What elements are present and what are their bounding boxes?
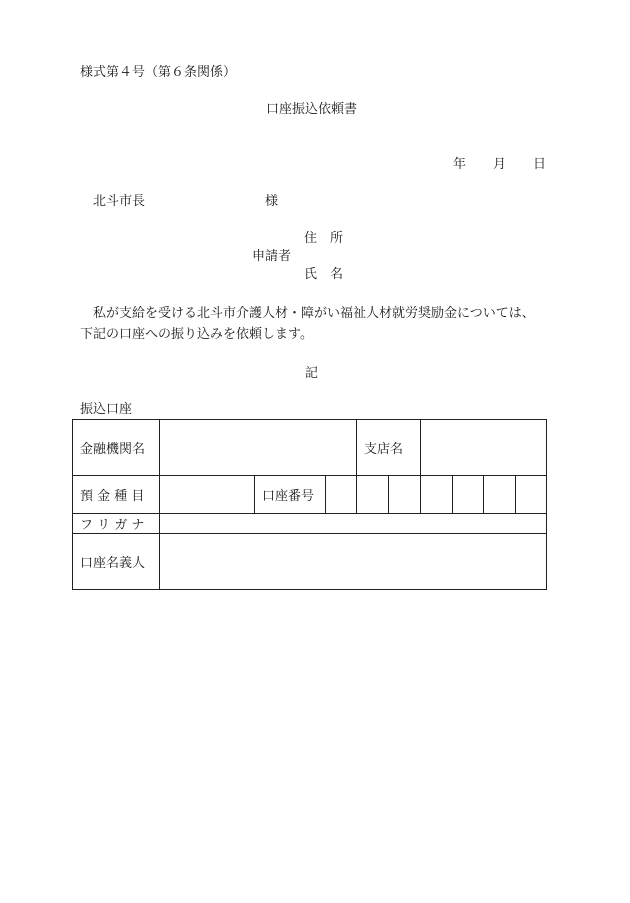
name-label: 氏 名 — [304, 267, 344, 282]
address-label: 住 所 — [304, 231, 344, 246]
deposit-type-field[interactable] — [160, 476, 255, 514]
account-number-digit-4[interactable] — [421, 476, 453, 514]
deposit-row — [73, 476, 547, 514]
account-number-digit-1[interactable] — [326, 476, 357, 514]
account-number-digit-6[interactable] — [484, 476, 516, 514]
body-text-line-2: 下記の口座への振り込みを依頼します。 — [80, 327, 313, 342]
form-number: 様式第４号（第６条関係） — [80, 65, 237, 80]
holder-row — [73, 534, 547, 590]
bank-name-field[interactable] — [160, 420, 357, 476]
applicant-label: 申請者 — [252, 249, 292, 264]
account-number-digit-7[interactable] — [516, 476, 547, 514]
furigana-label: フ リ ガ ナ — [73, 514, 160, 534]
account-number-digit-3[interactable] — [389, 476, 421, 514]
account-section-heading: 振込口座 — [80, 402, 133, 417]
document-title: 口座振込依頼書 — [266, 102, 358, 117]
date-day-label: 日 — [533, 157, 547, 172]
branch-name-field[interactable] — [421, 420, 547, 476]
account-number-digit-5[interactable] — [453, 476, 484, 514]
furigana-field[interactable] — [160, 514, 547, 534]
bank-label: 金融機関名 — [73, 420, 160, 476]
date-year-label: 年 — [453, 157, 467, 172]
date-month-label: 月 — [493, 157, 507, 172]
branch-label: 支店名 — [357, 420, 421, 476]
addressee-honorific: 様 — [265, 194, 279, 209]
deposit-type-label: 預 金 種 目 — [73, 476, 160, 514]
account-table — [72, 419, 547, 590]
bank-row — [73, 420, 547, 476]
addressee-name: 北斗市長 — [93, 194, 146, 209]
furigana-row — [73, 514, 547, 534]
account-holder-field[interactable] — [160, 534, 547, 590]
ki-heading: 記 — [305, 366, 319, 381]
account-holder-label: 口座名義人 — [73, 534, 160, 590]
body-text-line-1: 私が支給を受ける北斗市介護人材・障がい福祉人材就労奨励金については、 — [93, 306, 535, 321]
account-number-label: 口座番号 — [255, 476, 326, 514]
account-number-digit-2[interactable] — [357, 476, 389, 514]
